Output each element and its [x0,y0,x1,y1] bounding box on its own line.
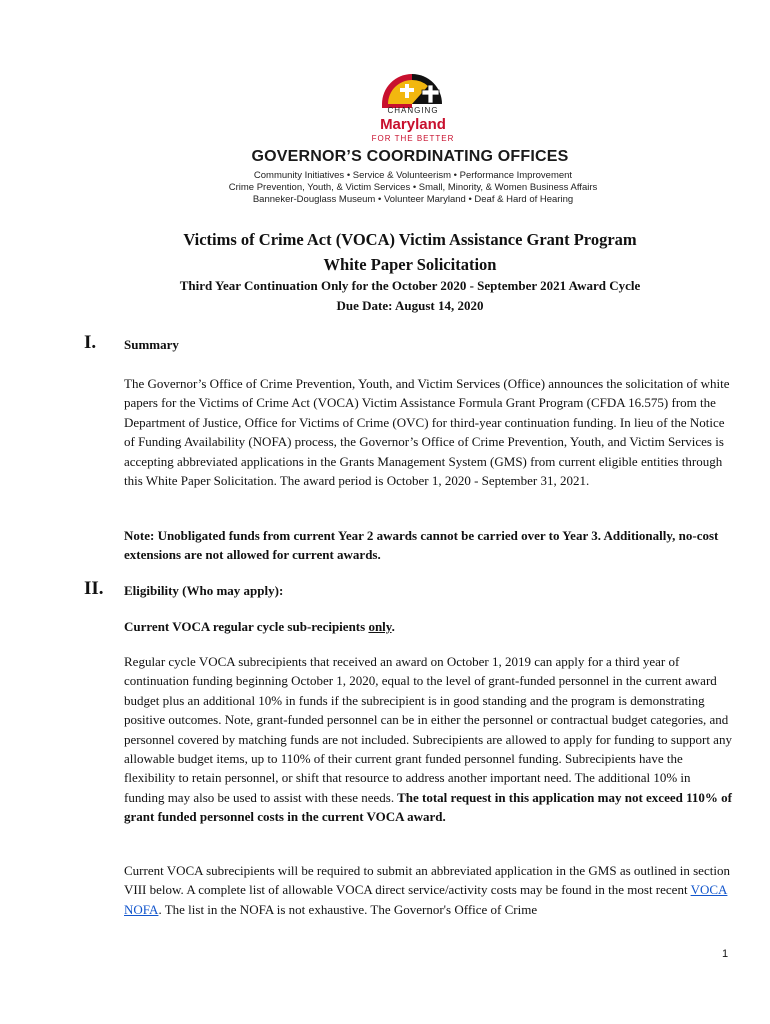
section-1-heading: Summary [124,337,179,352]
award-cycle-subtitle: Third Year Continuation Only for the October 2020 - September 2021 Award Cycle [179,278,641,293]
office-title: GOVERNOR’S COORDINATING OFFICES [251,148,569,165]
document-title: Victims of Crime Act (VOCA) Victim Assistance Grant Program [183,230,637,249]
voca-nofa-link[interactable]: VOCA NOFA [124,882,728,917]
subrecipients-text: Current VOCA subrecipients will be required to submit an abbreviated application in the GMS as outlined in section VIII below. A complete list of allowable VOCA direct service/activity costs may be found in the most recent [124,863,730,898]
eligibility-paragraph [124,652,732,827]
document-title-line-2: White Paper Solicitation [323,255,497,274]
page-number: 1 [722,948,729,960]
subheading-text: Current VOCA regular cycle sub-recipients [124,619,369,634]
logo-tagline-bottom: FOR THE BETTER [371,134,455,143]
summary-note: Note: Unobligated funds from current Year 2 awards cannot be carried over to Year 3. Additionally, no-cost extensions are not allowed for current awards. [124,528,719,563]
section-1-numeral: I. [84,332,97,353]
eligibility-subheading [124,619,395,635]
logo-maryland: Maryland [380,116,446,133]
subrecipients-text-end: . The list in the NOFA is not exhaustive. The Governor's Office of Crime [158,901,538,917]
subrecipients-paragraph [124,861,732,919]
eligibility-text: Regular cycle VOCA subrecipients that received an award on October 1, 2019 can apply for a third year of continuation funding beginning October 1, 2020, equal to the level of grant-funded personnel in the current award budget plus an additional 10% in funds if the subrecipient is in good standing and the program is demonstrating positive outcomes. Note, grant-funded personnel can be in either the personnel or contractual budget categories, and personnel covered by matching funds are not included. Subrecipients are allowed to apply for funding to support any allowable budget items, up to 110% of their current grant funded personnel funding. Subrecipients have the flexibility to retain personnel, or shift that resource to address another important need. The additional 10% in funding may also be used to assist with these needs. [124,654,732,805]
maryland-logo-icon [378,64,446,108]
office-line-1: Community Initiatives • Service & Volunteerism • Performance Improvement [253,170,573,181]
office-line-2: Crime Prevention, Youth, & Victim Services • Small, Minority, & Women Business Affairs [228,182,598,193]
logo-wordmark [360,106,466,144]
logo-tagline-top: CHANGING [387,106,439,115]
subheading-only: only [368,619,392,634]
eligibility-bold-text: The total request in this application may not exceed 110% of grant funded personnel costs in the current VOCA award. [124,789,732,825]
due-date: Due Date: August 14, 2020 [336,298,484,313]
subheading-period: . [391,619,395,634]
section-2-heading: Eligibility (Who may apply): [124,583,284,598]
office-line-3: Banneker-Douglass Museum • Volunteer Maryland • Deaf & Hard of Hearing [252,194,574,205]
summary-paragraph: The Governor’s Office of Crime Prevention, Youth, and Victim Services (Office) announces the solicitation of white papers for the Victims of Crime Act (VOCA) Victim Assistance Formula Grant Program (CFDA 16.575) from the Department of Justice, Office for Victims of Crime (OVC) for third-year continuation funding. In lieu of the Notice of Funding Availability (NOFA) process, the Governor’s Office of Crime Prevention, Youth, and Victim Services is accepting abbreviated applications in the Grants Management System (GMS) from current eligible entities through this White Paper Solicitation. The award period is October 1, 2020 - September 31, 2021. [124,376,730,489]
section-2-numeral: II. [84,578,104,599]
